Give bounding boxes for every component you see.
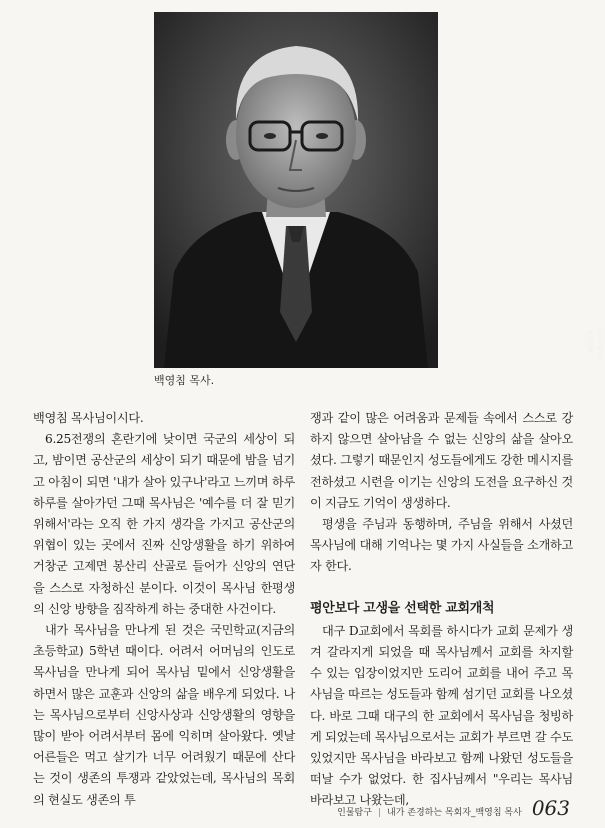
footer-separator: | [377,808,381,818]
paragraph: 내가 목사님을 만나게 된 것은 국민학교(지금의 초등학교) 5학년 때이다. 어려서 어머님의 인도로 목사님을 만나게 되어 목사님 밑에서 신앙생활을 하면서 많은 교훈과 신앙의 삶을 배우게 되었다. 나는 목사님으로부터 신앙사상과 신앙생활의 영향을 많이 받아 어려서부터 몸에 익히며 살아왔다. 옛날 어른들은 먹고 살기가 너무 어려웠기 때문에 산다는 것이 생존의 투쟁과 같았었는데, 목사님의 목회의 현실도 생존의 투 [33,623,295,807]
paragraph: 쟁과 같이 많은 어려움과 문제들 속에서 스스로 강하지 않으면 살아남을 수 없는 신앙의 삶을 살아오셨다. 그렇기 때문인지 성도들에게도 강한 메시지를 전하셨고 시련을 이기는 신앙의 도전을 요구하신 것이 지금도 기억이 생생하다. [310,411,573,510]
right-column [310,408,573,812]
left-column [33,408,295,811]
photo-caption: 백영침 목사. [154,374,215,387]
footer-title: 내가 존경하는 목회자_백영침 목사 [387,808,522,818]
page-number: 063 [531,796,570,820]
portrait-photo [154,12,604,368]
paragraph: 6.25전쟁의 혼란기에 낮이면 국군의 세상이 되고, 밤이면 공산군의 세상이 되기 때문에 밤을 넘기고 아침이 되면 '내가 살아 있구나'라고 느끼며 하루하루를 살아가던 그때 목사님은 '예수를 더 잘 믿기 위해서'라는 오직 한 가지 생각을 가지고 공산군의 위협이 있는 곳에서 진짜 신앙생활을 하기 위하여 거창군 고제면 봉산리 산골로 들어가 신앙의 연단을 스스로 자청하신 분이다. 이것이 목사님 한평생의 신앙 방향을 짐작하게 하는 중대한 사건이다. [33,432,295,616]
portrait-illustration [154,12,438,368]
paragraph: 대구 D교회에서 목회를 하시다가 교회 문제가 생겨 갈라지게 되었을 때 목사님께서 교회를 차지할 수 있는 입장이었지만 도리어 교회를 내어 주고 목사님을 따르는 성도들과 함께 섬기던 교회를 나오셨다. 바로 그때 대구의 한 교회에서 목사님을 청빙하게 되었는데 목사님으로서는 교회가 부르면 갈 수도 있었지만 목사님을 바라보고 함께 나왔던 성도들을 떠날 수가 없었다. 한 집사님께서 "우리는 목사님 바라보고 나왔는데, [310,623,573,808]
section-heading: 평안보다 고생을 선택한 교회개척 [310,600,495,616]
photo-credit: 사진제공: 안희렬 [586,330,604,363]
paragraph: 평생을 주님과 동행하며, 주님을 위해서 사셨던 목사님에 대해 기억나는 몇 가지 사실들을 소개하고자 한다. [310,517,573,574]
paragraph: 백영침 목사님이시다. [33,411,144,425]
page-footer [337,796,570,820]
footer-section: 인물탐구 [337,808,372,818]
